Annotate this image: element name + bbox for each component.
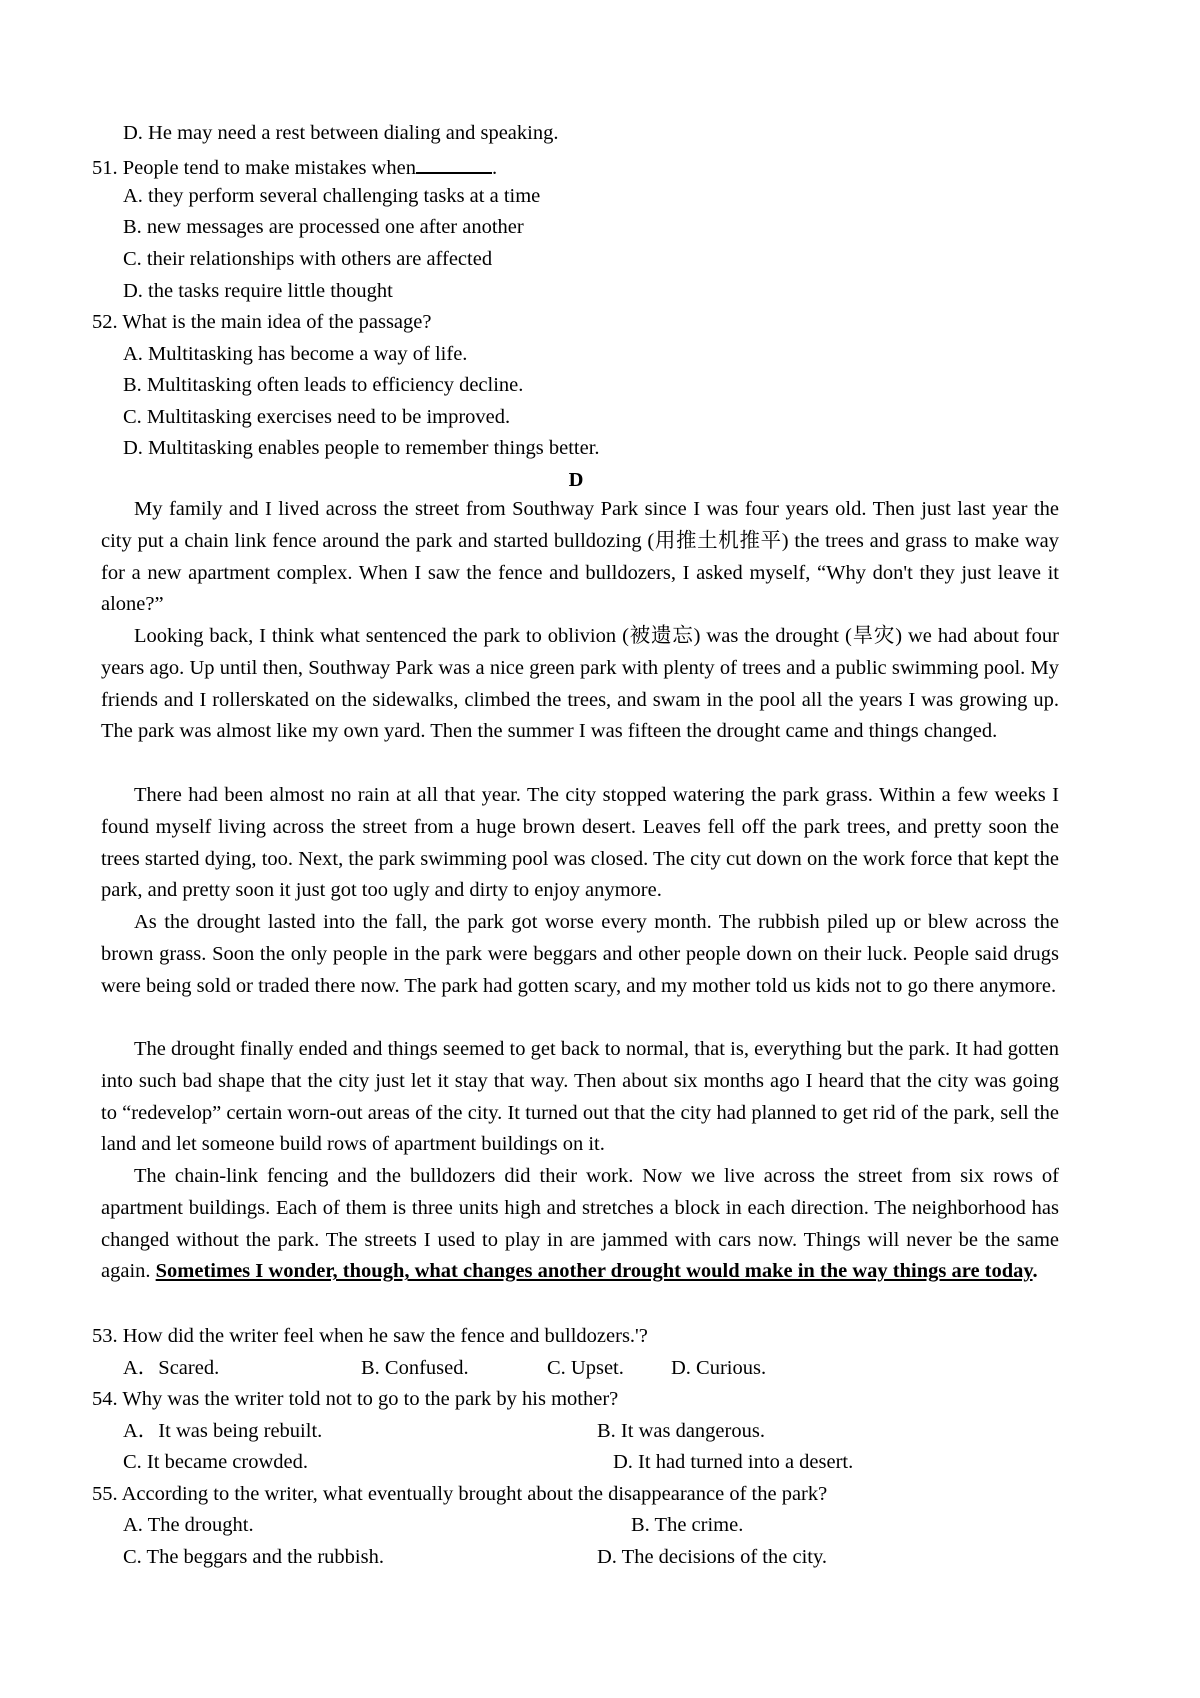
q53-option-c: C. Upset. [547, 1357, 624, 1379]
q51-option-c: C. their relationships with others are affected [123, 248, 493, 270]
q53-option-d: D. Curious. [671, 1357, 767, 1379]
q53-option-a: A．Scared. [123, 1357, 220, 1379]
q51-option-d: D. the tasks require little thought [123, 280, 393, 302]
q53-option-b: B. Confused. [361, 1357, 469, 1379]
passage-paragraph-6 [101, 1161, 1059, 1288]
passage-paragraph-1: My family and I lived across the street from Southway Park since I was four years old. Then just last year the city put a chain link fence around the park and started bulldozing (用推土机推平) the trees and grass to make way for a new apartment complex. When I saw the fence and bulldozers, I asked myself, “Why don't they just leave it alone?” [101, 498, 1059, 616]
q51-stem [92, 152, 497, 180]
q55-option-b: B. The crime. [631, 1514, 744, 1536]
q52-stem: 52. What is the main idea of the passage? [92, 311, 432, 333]
q50-option-d: D. He may need a rest between dialing and speaking. [123, 122, 559, 144]
answer-blank [416, 152, 492, 174]
passage-heading: D [568, 469, 584, 491]
q54-option-a: A．It was being rebuilt. [123, 1420, 323, 1442]
passage-paragraph-3: There had been almost no rain at all that year. The city stopped watering the park grass. Within a few weeks I found myself living across the street from a huge brown desert. Leaves fell off the park trees, and pretty soon the trees started dying, too. Next, the park swimming pool was closed. The city cut down on the work force that kept the park, and pretty soon it just got too ugly and dirty to enjoy anymore. [101, 784, 1059, 902]
q54-option-b: B. It was dangerous. [597, 1420, 765, 1442]
q52-option-d: D. Multitasking enables people to remember things better. [123, 437, 600, 459]
q55-option-c: C. The beggars and the rubbish. [123, 1546, 384, 1568]
q54-option-d: D. It had turned into a desert. [613, 1451, 854, 1473]
q52-option-a: A. Multitasking has become a way of life. [123, 343, 468, 365]
passage-paragraph-4: As the drought lasted into the fall, the park got worse every month. The rubbish piled up or blew across the brown grass. Soon the only people in the park were beggars and other people down on their luck. People said drugs were being sold or traded there now. The park had gotten scary, and my mother told us kids not to go there anymore. [101, 911, 1059, 997]
underlined-sentence: Sometimes I wonder, though, what changes another drought would make in the way things are today [155, 1260, 1033, 1283]
q54-option-c: C. It became crowded. [123, 1451, 308, 1473]
q51-stem-text: 51. People tend to make mistakes when [92, 157, 416, 179]
passage-paragraph-5: The drought finally ended and things seemed to get back to normal, that is, everything but the park. It had gotten into such bad shape that the city just let it stay that way. Then about six months ago I heard that the city was going to “redevelop” certain worn-out areas of the city. It turned out that the city had planned to get rid of the park, sell the land and let someone build rows of apartment buildings on it. [101, 1038, 1059, 1156]
q51-option-a: A. they perform several challenging tasks at a time [123, 185, 541, 207]
q55-option-d: D. The decisions of the city. [597, 1546, 828, 1568]
paragraph-6-text: The chain-link fencing and the bulldozers did their work. Now we live across the street from six rows of apartment buildings. Each of them is three units high and stretches a block in each direction. The neighborhood has changed without the park. The streets I used to play in are jammed with cars now. Things will never be the same again. [101, 1165, 1059, 1283]
q54-stem: 54. Why was the writer told not to go to the park by his mother? [92, 1388, 619, 1410]
q52-option-b: B. Multitasking often leads to efficiency decline. [123, 374, 524, 396]
q51-option-b: B. new messages are processed one after another [123, 216, 524, 238]
q52-option-c: C. Multitasking exercises need to be improved. [123, 406, 511, 428]
q55-stem: 55. According to the writer, what eventually brought about the disappearance of the park? [92, 1483, 828, 1505]
passage-paragraph-2: Looking back, I think what sentenced the park to oblivion (被遗忘) was the drought (旱灾) we had about four years ago. Up until then, Southway Park was a nice green park with plenty of trees and a public swimming pool. My friends and I rollerskated on the sidewalks, climbed the trees, and swam in the pool all the years I was growing up. The park was almost like my own yard. Then the summer I was fifteen the drought came and things changed. [101, 625, 1059, 743]
underlined-sentence-end: . [1032, 1260, 1038, 1283]
q51-stem-end: . [491, 157, 498, 179]
q53-stem: 53. How did the writer feel when he saw the fence and bulldozers.'? [92, 1325, 648, 1347]
q55-option-a: A. The drought. [123, 1514, 254, 1536]
